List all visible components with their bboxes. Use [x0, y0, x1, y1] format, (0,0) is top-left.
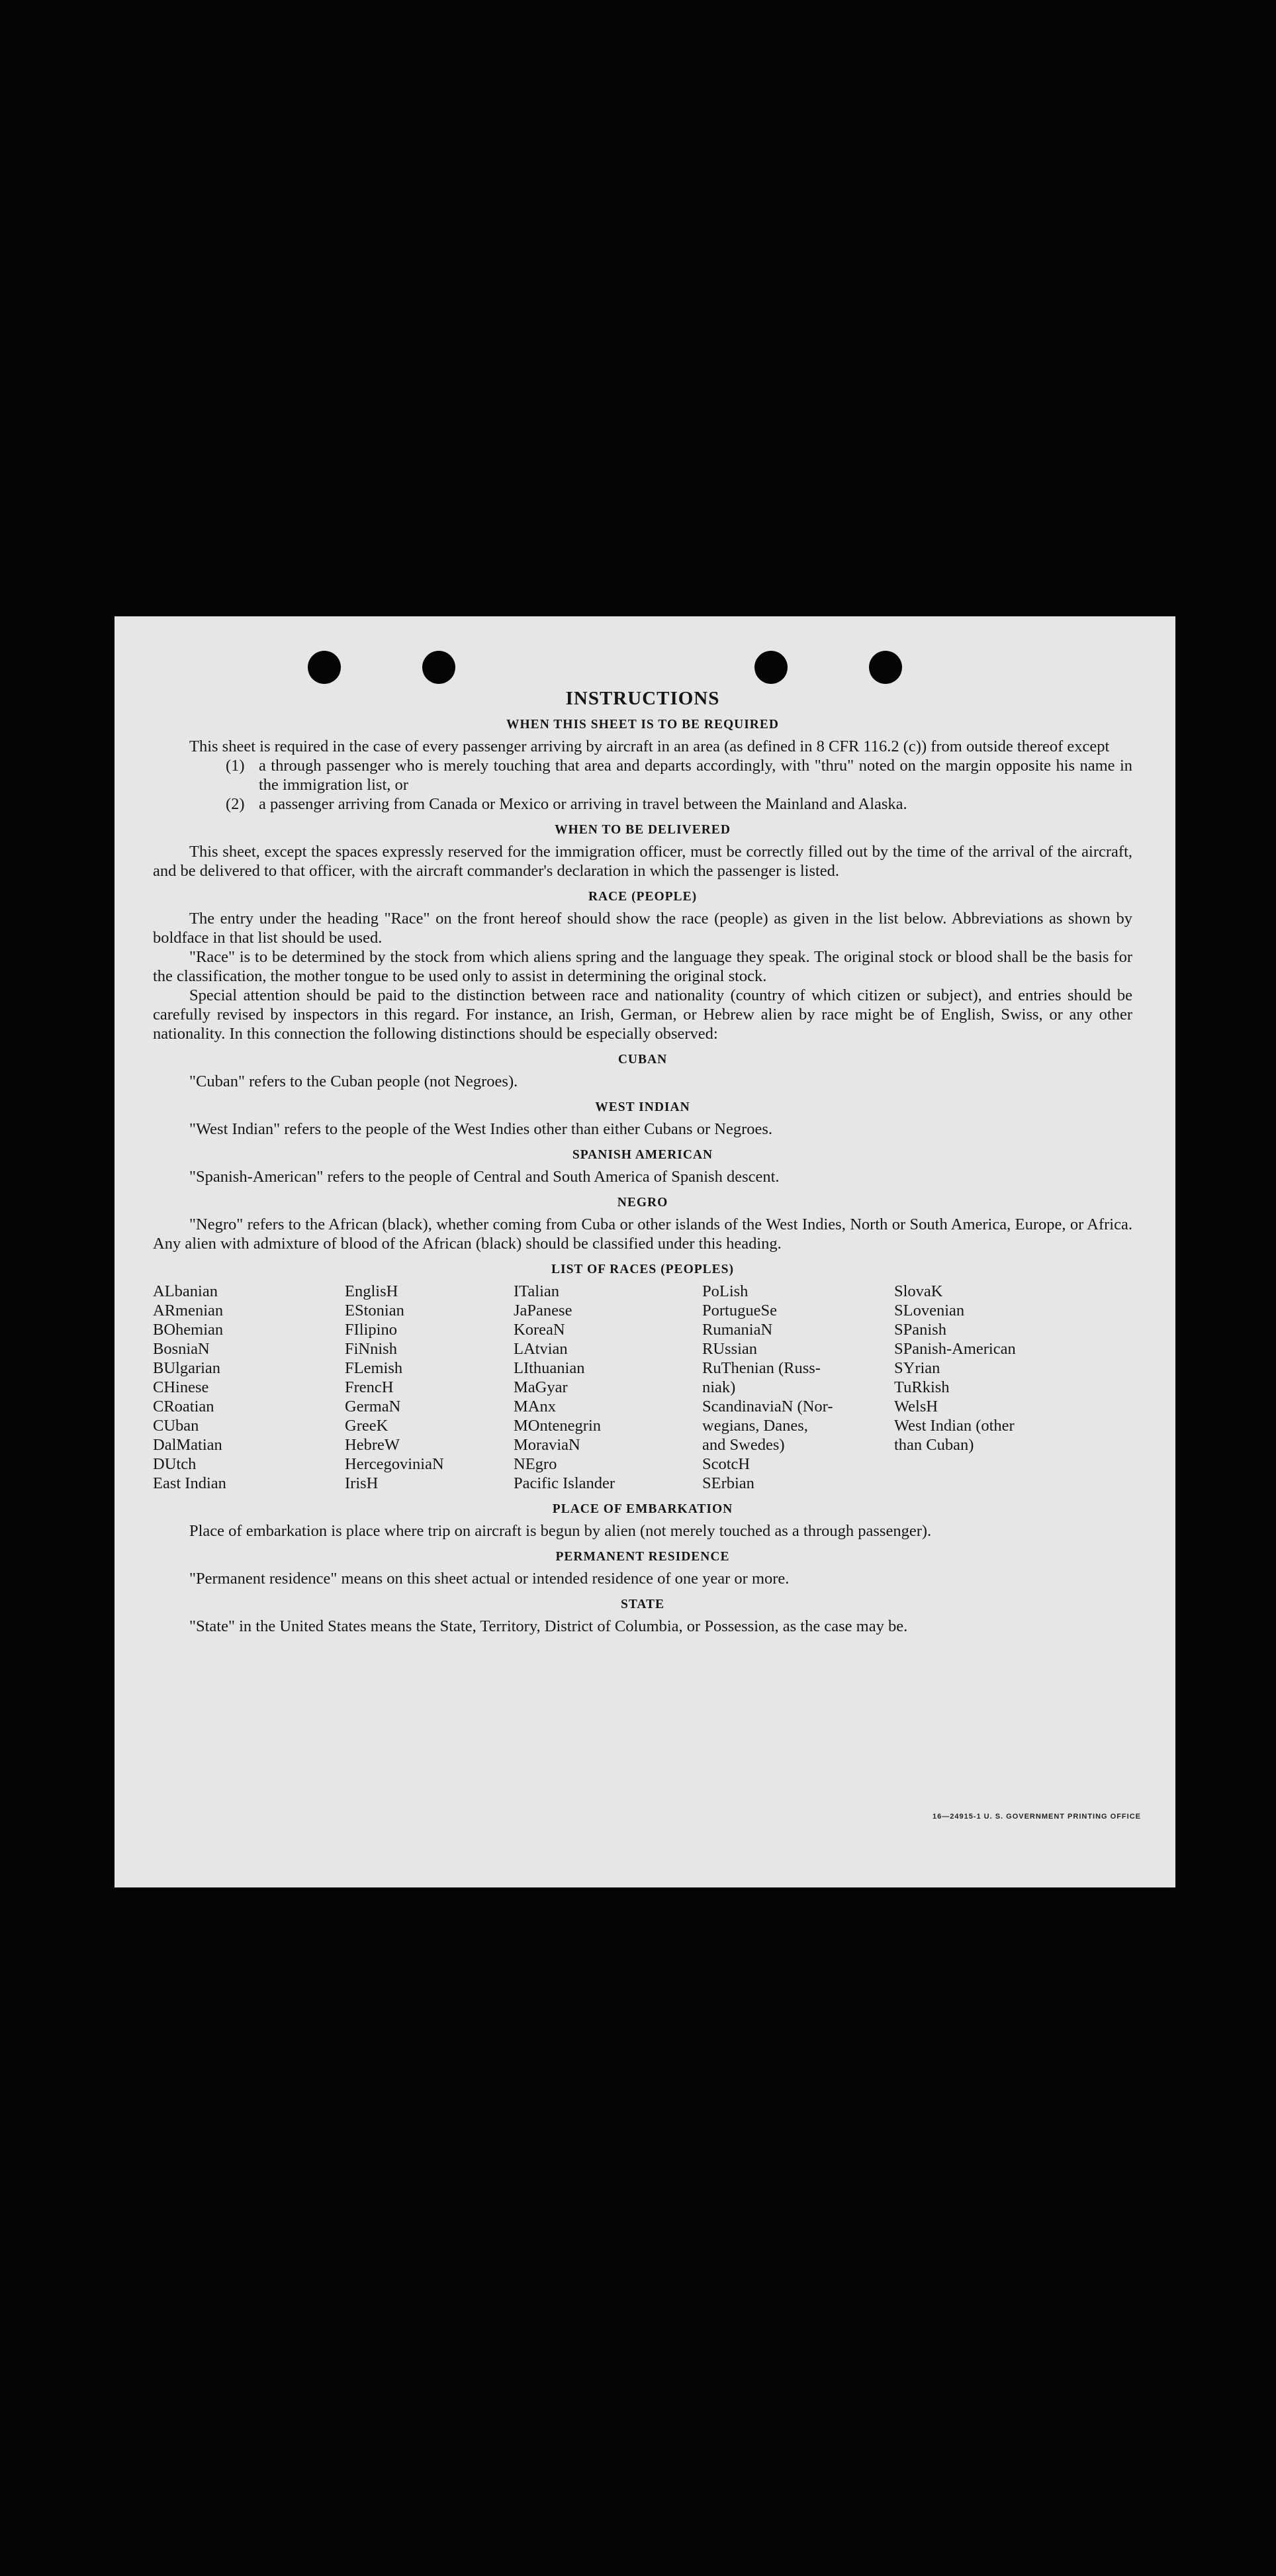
section-heading-race: RACE (PEOPLE) [588, 890, 698, 904]
exception-text: a passenger arriving from Canada or Mexico or arriving in travel between the Mainland and Alaska. [259, 795, 907, 813]
section-heading-spanish-american: SPANISH AMERICAN [572, 1148, 713, 1162]
race-entry: Pacific Islander [514, 1474, 615, 1492]
race-entry: LIthuanian [514, 1359, 585, 1377]
race-paragraph: Special attention should be paid to the distinction between race and nationality (country of which citizen or subject), and entries should be carefully revised by inspectors in this regard. For instance, an Irish, German, or Hebrew alien by race might be of English, Swiss, or any other nationality. In this connection the following distinctions should be especially observed: [153, 986, 1132, 1043]
race-entry: SPanish [894, 1321, 946, 1339]
section-heading-state: STATE [620, 1598, 665, 1611]
race-entry: MAnx [514, 1398, 556, 1415]
section-heading-embarkation: PLACE OF EMBARKATION [552, 1502, 733, 1516]
exception-number: (2) [226, 795, 245, 813]
race-entry: MaGyar [514, 1378, 568, 1396]
race-entry: CRoatian [153, 1398, 214, 1415]
punch-hole [422, 651, 455, 684]
race-entry: ScotcH [702, 1455, 751, 1473]
state-text: "State" in the United States means the State, Territory, District of Columbia, or Possession, as the case may be. [189, 1617, 908, 1635]
race-entry: FLemish [345, 1359, 403, 1377]
race-entry: ITalian [514, 1282, 560, 1300]
race-entry: RuThenian (Russ- niak) [702, 1359, 821, 1396]
races-column [153, 1282, 345, 1493]
race-entry: BOhemian [153, 1321, 224, 1339]
section-heading-west-indian: WEST INDIAN [595, 1100, 690, 1114]
races-list [153, 1282, 1132, 1493]
race-entry: NEgro [514, 1455, 557, 1473]
race-entry: SPanish-American [894, 1340, 1016, 1358]
race-entry: RumaniaN [702, 1321, 773, 1339]
exception-item [153, 794, 1132, 814]
race-entry: SYrian [894, 1359, 940, 1377]
instruction-sheet [114, 616, 1175, 1887]
exception-item [153, 756, 1132, 794]
races-column [894, 1282, 1093, 1493]
race-entry: ALbanian [153, 1282, 218, 1300]
race-entry: HebreW [345, 1436, 400, 1454]
race-entry: MoraviaN [514, 1436, 580, 1454]
races-column [702, 1282, 894, 1493]
when-delivered-text: This sheet, except the spaces expressly reserved for the immigration officer, must be correctly filled out by the time of the arrival of the aircraft, and be delivered to that officer, with the aircraft commander's declaration in which the passenger is listed. [153, 843, 1132, 880]
race-paragraph: "Race" is to be determined by the stock from which aliens spring and the language they speak. The original stock or blood shall be the basis for the classification, the mother tongue to be used only to assist in determining the original stock. [153, 948, 1132, 985]
negro-text: "Negro" refers to the African (black), whether coming from Cuba or other islands of the West Indies, North or South America, Europe, or Africa. Any alien with admixture of blood of the African (black) should be classified under this heading. [153, 1216, 1132, 1253]
cuban-text: "Cuban" refers to the Cuban people (not Negroes). [189, 1073, 518, 1090]
race-entry: DalMatian [153, 1436, 222, 1454]
race-entry: CHinese [153, 1378, 209, 1396]
races-column [345, 1282, 514, 1493]
race-entry: HercegoviniaN [345, 1455, 444, 1473]
race-entry: PortugueSe [702, 1302, 777, 1319]
race-entry: FIlipino [345, 1321, 397, 1339]
exception-text: a through passenger who is merely touching that area and departs accordingly, with "thru" noted on the margin opposite his name in the immigration list, or [259, 757, 1132, 794]
race-entry: FiNnish [345, 1340, 397, 1358]
race-entry: GreeK [345, 1417, 388, 1435]
section-heading-when-required: WHEN THIS SHEET IS TO BE REQUIRED [506, 718, 779, 732]
race-entry: JaPanese [514, 1302, 572, 1319]
embarkation-text: Place of embarkation is place where trip on aircraft is begun by alien (not merely touched as a through passenger). [189, 1522, 932, 1540]
race-entry: LAtvian [514, 1340, 568, 1358]
race-entry: TuRkish [894, 1378, 950, 1396]
race-entry: WelsH [894, 1398, 938, 1415]
printing-office-footnote: 16—24915-1 U. S. GOVERNMENT PRINTING OFFICE [932, 1813, 1141, 1821]
race-entry: ARmenian [153, 1302, 224, 1319]
race-entry: PoLish [702, 1282, 749, 1300]
race-entry: SErbian [702, 1474, 754, 1492]
spanish-american-text: "Spanish-American" refers to the people of Central and South America of Spanish descent. [189, 1168, 780, 1186]
race-entry: ScandinaviaN (Nor- wegians, Danes, and Swedes) [702, 1398, 833, 1454]
races-column [514, 1282, 702, 1493]
race-entry: GermaN [345, 1398, 401, 1415]
race-entry: RUssian [702, 1340, 758, 1358]
race-entry: FrencH [345, 1378, 394, 1396]
when-required-text: This sheet is required in the case of every passenger arriving by aircraft in an area (as defined in 8 CFR 116.2 (c)) from outside thereof except [189, 738, 1110, 755]
section-heading-residence: PERMANENT RESIDENCE [555, 1550, 730, 1564]
race-paragraph: The entry under the heading "Race" on the front hereof should show the race (people) as given in the list below. Abbreviations as shown by boldface in that list should be used. [153, 910, 1132, 947]
section-heading-negro: NEGRO [617, 1196, 668, 1210]
residence-text: "Permanent residence" means on this sheet actual or intended residence of one year or more. [189, 1570, 790, 1588]
section-heading-cuban: CUBAN [617, 1053, 668, 1067]
west-indian-text: "West Indian" refers to the people of the West Indies other than either Cubans or Negroes. [189, 1120, 773, 1138]
punch-hole [308, 651, 341, 684]
race-entry: BosniaN [153, 1340, 210, 1358]
race-entry: IrisH [345, 1474, 379, 1492]
exception-number: (1) [226, 757, 245, 775]
section-heading-when-delivered: WHEN TO BE DELIVERED [555, 823, 731, 837]
page-title: INSTRUCTIONS [565, 688, 720, 709]
race-entry: EStonian [345, 1302, 404, 1319]
instructions-body [153, 689, 1132, 1636]
punch-hole [869, 651, 902, 684]
race-entry: West Indian (other than Cuban) [894, 1417, 1015, 1454]
race-entry: East Indian [153, 1474, 226, 1492]
section-heading-races-list: LIST OF RACES (PEOPLES) [551, 1263, 734, 1276]
race-entry: KoreaN [514, 1321, 565, 1339]
race-entry: SlovaK [894, 1282, 943, 1300]
race-entry: DUtch [153, 1455, 197, 1473]
punch-hole [754, 651, 788, 684]
race-entry: MOntenegrin [514, 1417, 601, 1435]
race-entry: EnglisH [345, 1282, 398, 1300]
race-entry: BUlgarian [153, 1359, 221, 1377]
race-entry: CUban [153, 1417, 199, 1435]
race-entry: SLovenian [894, 1302, 965, 1319]
